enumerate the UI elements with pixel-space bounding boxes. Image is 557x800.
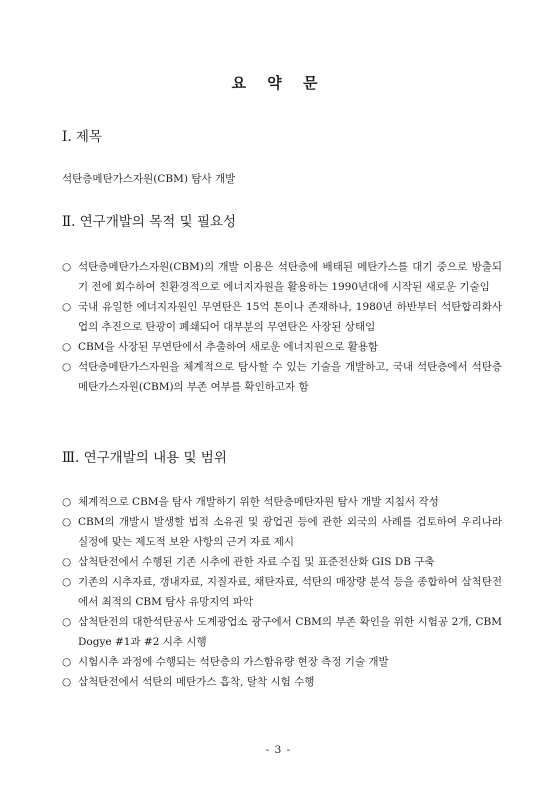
section-3-heading: Ⅲ. 연구개발의 내용 및 범위 (62, 450, 227, 466)
section-2-heading: Ⅱ. 연구개발의 목적 및 필요성 (62, 214, 237, 230)
list-item (62, 492, 502, 512)
bullet-circle-icon: ○ (62, 576, 72, 588)
list-item (62, 672, 502, 692)
list-item (62, 297, 502, 337)
list-item (62, 257, 502, 297)
list-item (62, 612, 502, 652)
list-item-text: CBM의 개발시 발생할 법적 소유권 및 광업권 등에 관한 외국의 사례를 검토하여 우리나라 실정에 맞는 제도적 보완 사항의 근거 자료 제시 (78, 516, 502, 548)
bullet-circle-icon: ○ (62, 361, 72, 373)
list-item (62, 552, 502, 572)
list-item (62, 652, 502, 672)
section-2-list (62, 257, 502, 397)
bullet-circle-icon: ○ (62, 656, 72, 668)
list-item-text: 삼척탄전에서 석탄의 메탄가스 흡착, 탈착 시험 수행 (78, 676, 315, 688)
bullet-circle-icon: ○ (62, 616, 72, 628)
bullet-circle-icon: ○ (62, 676, 72, 688)
list-item-text: 국내 유일한 에너지자원인 무연탄은 15억 톤이나 존재하나, 1980년 하반부터 석탄합리화사업의 추진으로 탄광이 폐쇄되어 대부분의 무연탄은 사장된 상태임 (78, 301, 502, 333)
bullet-circle-icon: ○ (62, 496, 72, 508)
list-item-text: 석탄층메탄가스자원(CBM)의 개발 이용은 석탄층에 배태된 메탄가스를 대기 중으로 방출되기 전에 회수하여 친환경적으로 에너지자원을 활용하는 1990년대에 시작된 새로운 기술임 (78, 261, 502, 293)
page-title: 요 약 문 (231, 74, 326, 92)
bullet-circle-icon: ○ (62, 261, 72, 273)
bullet-circle-icon: ○ (62, 341, 72, 353)
list-item-text: 석탄층메탄가스자원을 체계적으로 탐사할 수 있는 기술을 개발하고, 국내 석탄층에서 석탄층메탄가스자원(CBM)의 부존 여부를 확인하고자 함 (78, 361, 502, 393)
list-item (62, 337, 502, 357)
section-3-list (62, 492, 502, 692)
list-item (62, 357, 502, 397)
section-1-text: 석탄층메탄가스자원(CBM) 탐사 개발 (62, 173, 236, 185)
list-item-text: 체계적으로 CBM을 탐사 개발하기 위한 석탄층메탄자원 탐사 개발 지침서 작성 (78, 496, 439, 508)
list-item-text: 삼척탄전의 대한석탄공사 도계광업소 광구에서 CBM의 부존 확인을 위한 시험공 2개, CBM Dogye #1과 #2 시추 시행 (78, 616, 502, 648)
section-1-heading: Ⅰ. 제목 (62, 129, 102, 145)
bullet-circle-icon: ○ (62, 556, 72, 568)
list-item-text: 기존의 시추자료, 갱내자료, 지질자료, 채탄자료, 석탄의 매장량 분석 등을 종합하여 삼척탄전에서 최적의 CBM 탐사 유망지역 파악 (78, 576, 502, 608)
list-item (62, 572, 502, 612)
list-item (62, 512, 502, 552)
bullet-circle-icon: ○ (62, 301, 72, 313)
bullet-circle-icon: ○ (62, 516, 72, 528)
list-item-text: 시험시추 과정에 수행되는 석탄층의 가스함유량 현장 측정 기술 개발 (78, 656, 389, 668)
list-item-text: CBM을 사장된 무연탄에서 추출하여 새로운 에너지원으로 활용함 (78, 341, 379, 353)
list-item-text: 삼척탄전에서 수행된 기존 시추에 관한 자료 수집 및 표준전산화 GIS DB 구축 (78, 556, 435, 568)
page-number: - 3 - (265, 744, 292, 756)
